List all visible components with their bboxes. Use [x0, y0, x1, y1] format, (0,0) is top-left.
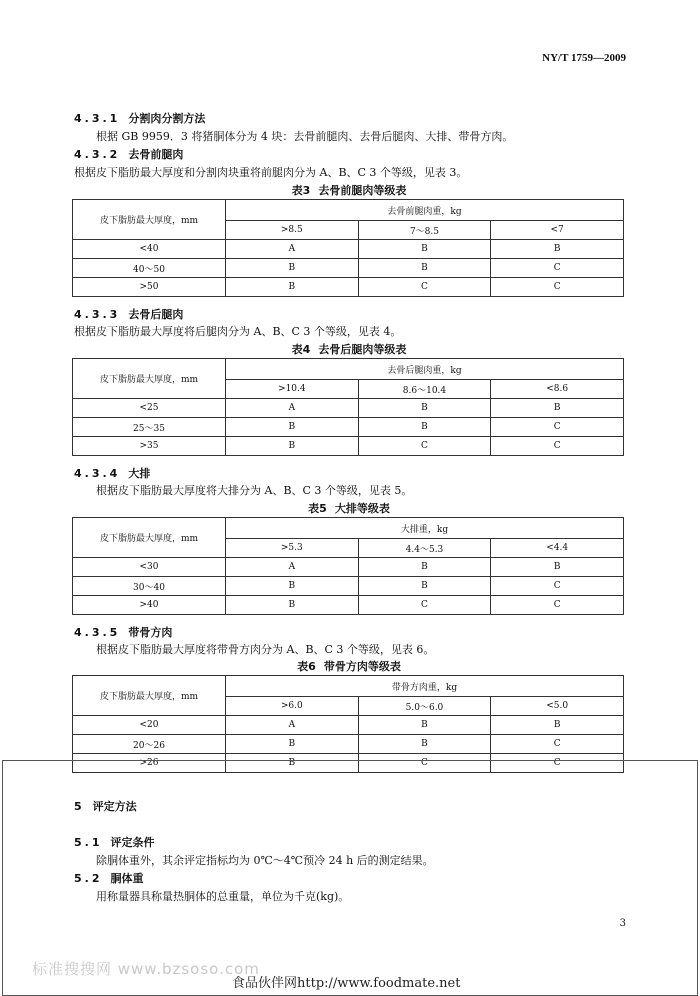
row-header: 皮下脂肪最大厚度，mm [73, 359, 226, 399]
heading-4-3-4 [74, 465, 150, 481]
heading-4-3-2 [74, 146, 183, 162]
grade-cell: C [358, 278, 491, 297]
column-header: >6.0 [226, 697, 359, 716]
caption-title: 带骨方肉等级表 [323, 660, 401, 673]
column-group-header: 去骨后腿肉重，kg [226, 359, 624, 380]
section-title: 评定方法 [92, 800, 137, 813]
row-label: <30 [73, 558, 226, 577]
column-header: 7～8.5 [358, 221, 491, 240]
column-group-header: 大排重，kg [226, 518, 624, 539]
grade-cell: B [358, 418, 491, 437]
row-label: <25 [73, 399, 226, 418]
column-header: <4.4 [491, 539, 624, 558]
grade-cell: A [226, 399, 359, 418]
grade-cell: B [358, 558, 491, 577]
table-4-caption [74, 341, 624, 357]
section-number: 4.3.3 [74, 308, 121, 321]
grade-cell: B [491, 399, 624, 418]
section-title: 去骨前腿肉 [128, 148, 184, 161]
column-group-header: 去骨前腿肉重，kg [226, 200, 624, 221]
grade-cell: C [491, 596, 624, 615]
row-label: >26 [73, 754, 226, 773]
section-title: 胴体重 [110, 872, 144, 885]
section-number: 5.1 [74, 836, 103, 849]
paragraph-4-3-2: 根据皮下脂肪最大厚度和分割肉块重将前腿肉分为 A、B、C 3 个等级，见表 3。 [74, 166, 468, 179]
row-label: >40 [73, 596, 226, 615]
grade-cell: B [226, 754, 359, 773]
caption-number: 表6 [297, 660, 316, 673]
paragraph-4-3-5: 根据皮下脂肪最大厚度将带骨方肉分为 A、B、C 3 个等级，见表 6。 [96, 643, 435, 656]
table-row [73, 437, 624, 456]
section-number: 5 [74, 800, 85, 813]
grade-cell: C [358, 437, 491, 456]
row-header: 皮下脂肪最大厚度，mm [73, 518, 226, 558]
standard-number: NY/T 1759—2009 [542, 52, 626, 64]
paragraph-4-3-1: 根据 GB 9959．3 将猪胴体分为 4 块：去骨前腿肉、去骨后腿肉、大排、带骨方肉。 [96, 130, 514, 143]
table-6-caption [74, 658, 624, 674]
table-row [73, 716, 624, 735]
table-3-caption [74, 182, 624, 198]
paragraph-4-3-4: 根据皮下脂肪最大厚度将大排分为 A、B、C 3 个等级，见表 5。 [96, 484, 413, 497]
column-header: >10.4 [226, 380, 359, 399]
row-label: 25～35 [73, 418, 226, 437]
table-6 [72, 675, 624, 773]
section-number: 4.3.1 [74, 112, 121, 125]
section-number: 4.3.4 [74, 467, 121, 480]
grade-cell: B [358, 399, 491, 418]
heading-5 [74, 798, 137, 814]
page-number: 3 [619, 918, 626, 929]
caption-number: 表5 [308, 502, 327, 515]
grade-cell: B [491, 716, 624, 735]
grade-cell: B [358, 735, 491, 754]
row-header: 皮下脂肪最大厚度，mm [73, 676, 226, 716]
column-header: 8.6～10.4 [358, 380, 491, 399]
row-label: <20 [73, 716, 226, 735]
column-header: 4.4～5.3 [358, 539, 491, 558]
grade-cell: B [226, 735, 359, 754]
grade-cell: B [491, 558, 624, 577]
caption-title: 去骨后腿肉等级表 [318, 343, 407, 356]
row-label: 40～50 [73, 259, 226, 278]
table-row [73, 418, 624, 437]
column-header: >5.3 [226, 539, 359, 558]
grade-cell: C [358, 754, 491, 773]
grade-cell: B [226, 418, 359, 437]
section-title: 评定条件 [110, 836, 155, 849]
table-row [73, 278, 624, 297]
grade-cell: B [226, 437, 359, 456]
grade-cell: B [226, 596, 359, 615]
table-row [73, 577, 624, 596]
grade-cell: A [226, 716, 359, 735]
table-row [73, 259, 624, 278]
section-number: 5.2 [74, 872, 103, 885]
row-label: 30～40 [73, 577, 226, 596]
heading-5-2 [74, 870, 144, 886]
row-label: >35 [73, 437, 226, 456]
grade-cell: B [358, 577, 491, 596]
caption-number: 表4 [291, 343, 311, 356]
paragraph-5-2: 用称量器具称量热胴体的总重量，单位为千克(kg)。 [96, 890, 350, 903]
column-group-header: 带骨方肉重，kg [226, 676, 624, 697]
grade-cell: C [491, 259, 624, 278]
row-label: <40 [73, 240, 226, 259]
column-header: <8.6 [491, 380, 624, 399]
grade-cell: B [226, 577, 359, 596]
grade-cell: C [491, 735, 624, 754]
row-header: 皮下脂肪最大厚度，mm [73, 200, 226, 240]
watermark-foodmate: 食品伙伴网http://www.foodmate.net [232, 976, 461, 991]
section-title: 去骨后腿肉 [128, 308, 184, 321]
watermark-bzsoso: 标准搜搜网 www.bzsoso.com [32, 960, 260, 978]
table-row [73, 754, 624, 773]
table-5-caption [74, 500, 624, 516]
section-number: 4.3.2 [74, 148, 121, 161]
grade-cell: B [358, 240, 491, 259]
grade-cell: B [226, 259, 359, 278]
table-4 [72, 358, 624, 456]
grade-cell: A [226, 558, 359, 577]
grade-cell: C [358, 596, 491, 615]
table-3 [72, 199, 624, 297]
grade-cell: B [358, 716, 491, 735]
heading-4-3-1 [74, 110, 205, 126]
section-number: 4.3.5 [74, 626, 121, 639]
row-label: 20～26 [73, 735, 226, 754]
heading-4-3-5 [74, 624, 172, 640]
column-header: >8.5 [226, 221, 359, 240]
grade-cell: B [226, 278, 359, 297]
table-row [73, 558, 624, 577]
paragraph-4-3-3: 根据皮下脂肪最大厚度将后腿肉分为 A、B、C 3 个等级，见表 4。 [74, 325, 402, 338]
caption-title: 大排等级表 [334, 502, 390, 515]
heading-5-1 [74, 834, 155, 850]
column-header: <7 [491, 221, 624, 240]
table-5 [72, 517, 624, 615]
grade-cell: C [491, 437, 624, 456]
section-title: 分割肉分割方法 [128, 112, 206, 125]
grade-cell: B [491, 240, 624, 259]
heading-4-3-3 [74, 306, 183, 322]
grade-cell: C [491, 418, 624, 437]
table-row [73, 399, 624, 418]
grade-cell: B [358, 259, 491, 278]
grade-cell: C [491, 577, 624, 596]
caption-number: 表3 [291, 184, 311, 197]
table-row [73, 240, 624, 259]
column-header: 5.0～6.0 [358, 697, 491, 716]
row-label: >50 [73, 278, 226, 297]
paragraph-5-1: 除胴体重外，其余评定指标均为 0℃～4℃预冷 24 h 后的测定结果。 [96, 854, 434, 867]
grade-cell: C [491, 754, 624, 773]
table-row [73, 596, 624, 615]
section-title: 大排 [128, 467, 151, 480]
caption-title: 去骨前腿肉等级表 [318, 184, 407, 197]
section-title: 带骨方肉 [128, 626, 173, 639]
grade-cell: A [226, 240, 359, 259]
grade-cell: C [491, 278, 624, 297]
table-row [73, 735, 624, 754]
column-header: <5.0 [491, 697, 624, 716]
